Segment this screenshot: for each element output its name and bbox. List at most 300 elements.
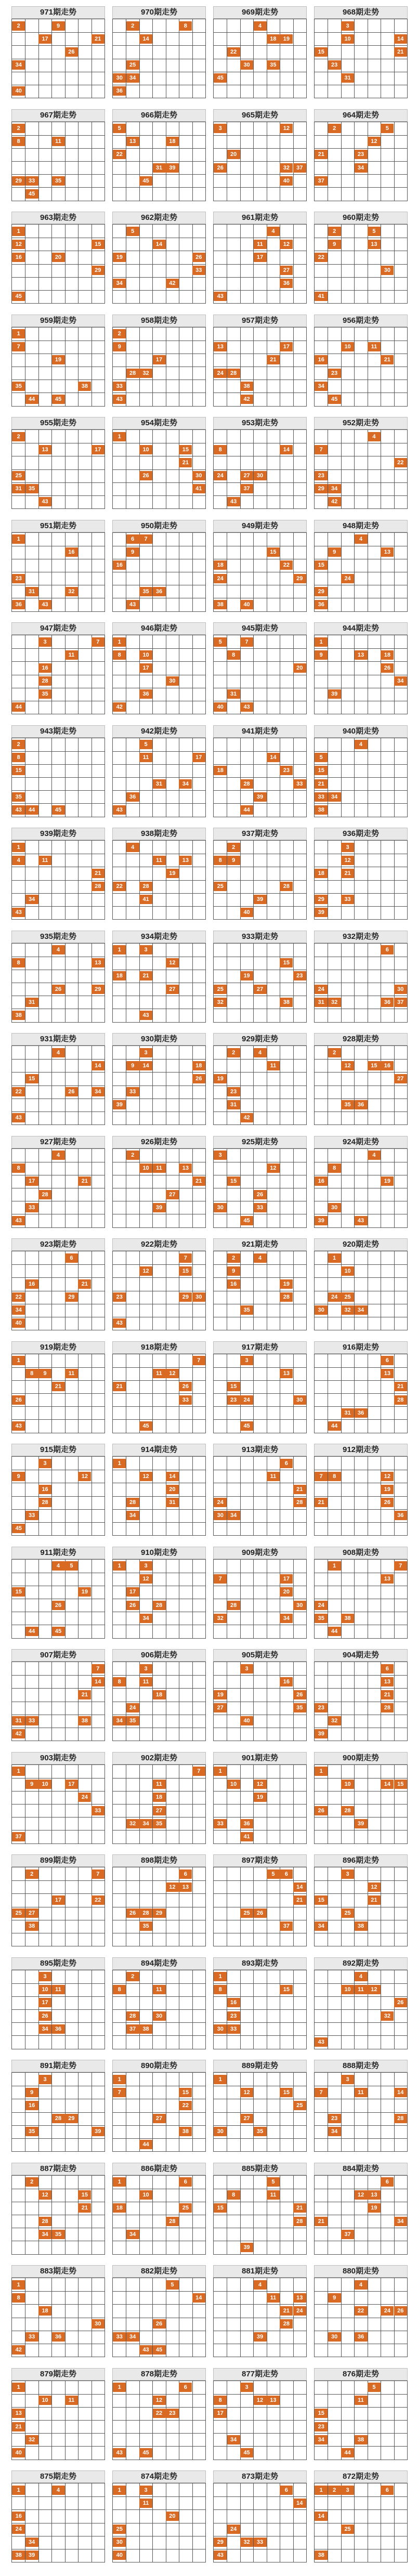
card-title[interactable]: 934期走势 xyxy=(112,931,206,943)
drawn-number: 11 xyxy=(52,1985,65,1994)
trend-card[interactable] xyxy=(112,1957,206,2049)
trend-card[interactable] xyxy=(112,2470,206,2562)
card-title[interactable]: 899期走势 xyxy=(11,1854,105,1867)
trend-card[interactable] xyxy=(314,725,408,817)
drawn-number: 12 xyxy=(280,124,293,133)
card-title[interactable]: 913期走势 xyxy=(213,1444,307,1456)
card-title[interactable]: 873期走势 xyxy=(213,2470,307,2483)
card-title[interactable]: 929期走势 xyxy=(213,1033,307,1045)
card-title[interactable]: 959期走势 xyxy=(11,315,105,327)
card-title[interactable]: 901期走势 xyxy=(213,1752,307,1764)
trend-card[interactable] xyxy=(112,109,206,201)
card-title[interactable]: 915期走势 xyxy=(11,1444,105,1456)
trend-card[interactable] xyxy=(213,828,307,920)
card-title[interactable]: 914期走势 xyxy=(112,1444,206,1456)
card-title[interactable]: 900期走势 xyxy=(314,1752,408,1764)
trend-card[interactable] xyxy=(314,2163,408,2255)
trend-card[interactable] xyxy=(213,315,307,407)
number-board xyxy=(213,2483,307,2562)
trend-card[interactable] xyxy=(112,622,206,714)
trend-card[interactable] xyxy=(11,212,105,304)
grid-line xyxy=(214,2420,306,2421)
card-title[interactable]: 885期走势 xyxy=(213,2163,307,2175)
grid-line xyxy=(12,264,104,265)
card-title[interactable]: 922期走势 xyxy=(112,1238,206,1251)
card-title[interactable]: 947期走势 xyxy=(11,622,105,635)
grid-line xyxy=(315,2496,407,2497)
drawn-number: 1 xyxy=(214,1767,227,1776)
drawn-number: 1 xyxy=(113,1561,126,1571)
trend-card[interactable] xyxy=(213,931,307,1023)
drawn-number: 29 xyxy=(153,1908,166,1918)
trend-card[interactable] xyxy=(11,417,105,509)
drawn-number: 25 xyxy=(214,985,227,994)
drawn-number: 37 xyxy=(315,176,328,186)
grid-line xyxy=(113,2304,205,2305)
card-title[interactable]: 950期走势 xyxy=(112,520,206,532)
trend-card[interactable] xyxy=(112,417,206,509)
card-title[interactable]: 935期走势 xyxy=(11,931,105,943)
trend-card[interactable] xyxy=(112,828,206,920)
trend-card[interactable] xyxy=(11,1854,105,1946)
trend-card[interactable] xyxy=(314,2470,408,2562)
grid-line xyxy=(12,1983,104,1984)
number-board xyxy=(112,2483,206,2562)
drawn-number: 14 xyxy=(293,2499,306,2508)
trend-card[interactable] xyxy=(314,1957,408,2049)
card-title[interactable]: 968期走势 xyxy=(314,6,408,19)
trend-card[interactable] xyxy=(11,2265,105,2357)
trend-card[interactable] xyxy=(11,315,105,407)
drawn-number: 26 xyxy=(381,663,394,673)
trend-card[interactable] xyxy=(213,1752,307,1844)
card-title[interactable]: 930期走势 xyxy=(112,1033,206,1045)
card-title[interactable]: 880期走势 xyxy=(314,2265,408,2278)
trend-card[interactable] xyxy=(213,2470,307,2562)
card-title[interactable]: 874期走势 xyxy=(112,2470,206,2483)
card-title[interactable]: 945期走势 xyxy=(213,622,307,635)
trend-card[interactable] xyxy=(11,2470,105,2562)
drawn-number: 39 xyxy=(254,2332,267,2342)
card-title[interactable]: 887期走势 xyxy=(11,2163,105,2175)
card-title[interactable]: 958期走势 xyxy=(112,315,206,327)
card-title[interactable]: 960期走势 xyxy=(314,212,408,224)
card-title[interactable]: 971期走势 xyxy=(11,6,105,19)
trend-card[interactable] xyxy=(213,520,307,612)
trend-card[interactable] xyxy=(314,2060,408,2152)
trend-card[interactable] xyxy=(11,1752,105,1844)
drawn-number: 45 xyxy=(214,73,227,83)
card-title[interactable]: 951期走势 xyxy=(11,520,105,532)
card-title[interactable]: 903期走势 xyxy=(11,1752,105,1764)
drawn-number: 25 xyxy=(113,2525,126,2534)
card-title[interactable]: 962期走势 xyxy=(112,212,206,224)
card-title[interactable]: 918期走势 xyxy=(112,1341,206,1354)
trend-card[interactable] xyxy=(314,109,408,201)
drawn-number: 38 xyxy=(315,805,328,815)
drawn-number: 30 xyxy=(214,1511,227,1520)
card-title[interactable]: 893期走势 xyxy=(213,1957,307,1970)
trend-card[interactable] xyxy=(213,622,307,714)
drawn-number: 19 xyxy=(78,1587,91,1597)
trend-card[interactable] xyxy=(112,1341,206,1433)
grid-line xyxy=(214,2496,306,2497)
grid-line xyxy=(12,277,104,278)
card-title[interactable]: 927期走势 xyxy=(11,1136,105,1148)
card-title[interactable]: 946期走势 xyxy=(112,622,206,635)
card-title[interactable]: 925期走势 xyxy=(213,1136,307,1148)
trend-card[interactable] xyxy=(213,417,307,509)
number-board xyxy=(112,738,206,817)
card-title[interactable]: 912期走势 xyxy=(314,1444,408,1456)
trend-card[interactable] xyxy=(213,1136,307,1228)
trend-card[interactable] xyxy=(213,1033,307,1125)
grid-line xyxy=(12,1393,104,1394)
trend-card[interactable] xyxy=(314,2265,408,2357)
trend-card[interactable] xyxy=(213,2060,307,2152)
trend-card[interactable] xyxy=(11,1136,105,1228)
grid-line xyxy=(315,1996,407,1997)
trend-card[interactable] xyxy=(112,520,206,612)
trend-card[interactable] xyxy=(314,1752,408,1844)
drawn-number: 11 xyxy=(267,2190,280,2200)
trend-card[interactable] xyxy=(213,1238,307,1330)
trend-card[interactable] xyxy=(11,6,105,98)
card-title[interactable]: 921期走势 xyxy=(213,1238,307,1251)
trend-card[interactable] xyxy=(213,725,307,817)
trend-card[interactable] xyxy=(112,2368,206,2460)
trend-card[interactable] xyxy=(314,1238,408,1330)
drawn-number: 27 xyxy=(280,266,293,275)
trend-card[interactable] xyxy=(11,520,105,612)
card-title[interactable]: 954期走势 xyxy=(112,417,206,429)
trend-card[interactable] xyxy=(213,2368,307,2460)
trend-card[interactable] xyxy=(314,212,408,304)
card-title[interactable]: 941期走势 xyxy=(213,725,307,738)
card-title[interactable]: 967期走势 xyxy=(11,109,105,122)
drawn-number: 42 xyxy=(240,1113,253,1122)
trend-card[interactable] xyxy=(314,1033,408,1125)
grid-line xyxy=(315,906,407,907)
card-title[interactable]: 883期走势 xyxy=(11,2265,105,2278)
card-title[interactable]: 907期走势 xyxy=(11,1649,105,1662)
card-title[interactable]: 896期走势 xyxy=(314,1854,408,1867)
card-title[interactable]: 933期走势 xyxy=(213,931,307,943)
card-title[interactable]: 911期走势 xyxy=(11,1547,105,1559)
drawn-number: 1 xyxy=(12,534,25,544)
grid-line xyxy=(315,1264,407,1265)
drawn-number: 12 xyxy=(240,2088,253,2097)
trend-card[interactable] xyxy=(112,1136,206,1228)
card-title[interactable]: 879期走势 xyxy=(11,2368,105,2381)
card-title[interactable]: 939期走势 xyxy=(11,828,105,840)
trend-card[interactable] xyxy=(11,1547,105,1639)
drawn-number: 15 xyxy=(25,1074,38,1083)
drawn-number: 23 xyxy=(166,2409,179,2418)
drawn-number: 19 xyxy=(368,2203,381,2213)
card-title[interactable]: 917期走势 xyxy=(213,1341,307,1354)
number-board xyxy=(11,1764,105,1844)
trend-card[interactable] xyxy=(112,1649,206,1741)
drawn-number: 3 xyxy=(341,2075,354,2084)
drawn-number: 33 xyxy=(25,176,38,186)
trend-card[interactable] xyxy=(213,109,307,201)
card-title[interactable]: 889期走势 xyxy=(213,2060,307,2072)
card-title[interactable]: 894期走势 xyxy=(112,1957,206,1970)
trend-card[interactable] xyxy=(213,1444,307,1536)
drawn-number: 30 xyxy=(293,1395,306,1405)
grid-line xyxy=(214,1509,306,1510)
drawn-number: 24 xyxy=(78,1793,91,1802)
card-title[interactable]: 904期走势 xyxy=(314,1649,408,1662)
grid-line xyxy=(12,2138,104,2139)
trend-card[interactable] xyxy=(11,725,105,817)
card-title[interactable]: 895期走势 xyxy=(11,1957,105,1970)
trend-card[interactable] xyxy=(112,212,206,304)
card-title[interactable]: 919期走势 xyxy=(11,1341,105,1354)
number-board xyxy=(213,2072,307,2152)
card-title[interactable]: 886期走势 xyxy=(112,2163,206,2175)
card-title[interactable]: 937期走势 xyxy=(213,828,307,840)
drawn-number: 4 xyxy=(368,432,381,441)
trend-card[interactable] xyxy=(11,828,105,920)
trend-card[interactable] xyxy=(112,1033,206,1125)
card-title[interactable]: 905期走势 xyxy=(213,1649,307,1662)
card-title[interactable]: 926期走势 xyxy=(112,1136,206,1148)
drawn-number: 7 xyxy=(214,1574,227,1584)
number-board xyxy=(314,2072,408,2152)
trend-card[interactable] xyxy=(11,1341,105,1433)
card-title[interactable]: 881期走势 xyxy=(213,2265,307,2278)
trend-card[interactable] xyxy=(314,1444,408,1536)
trend-card[interactable] xyxy=(314,417,408,509)
card-title[interactable]: 909期走势 xyxy=(213,1547,307,1559)
drawn-number: 21 xyxy=(341,869,354,878)
card-title[interactable]: 906期走势 xyxy=(112,1649,206,1662)
drawn-number: 21 xyxy=(394,47,407,57)
trend-card[interactable] xyxy=(314,315,408,407)
grid-line xyxy=(214,2125,306,2126)
trend-card[interactable] xyxy=(11,1957,105,2049)
grid-line xyxy=(12,764,104,765)
card-title[interactable]: 942期走势 xyxy=(112,725,206,738)
number-board xyxy=(314,1970,408,2049)
trend-card[interactable] xyxy=(11,1238,105,1330)
card-title[interactable]: 908期走势 xyxy=(314,1547,408,1559)
drawn-number: 12 xyxy=(166,958,179,967)
trend-card[interactable] xyxy=(112,6,206,98)
card-title[interactable]: 957期走势 xyxy=(213,315,307,327)
card-title[interactable]: 963期走势 xyxy=(11,212,105,224)
drawn-number: 34 xyxy=(328,2127,341,2136)
grid-line xyxy=(214,290,306,291)
card-title[interactable]: 890期走势 xyxy=(112,2060,206,2072)
card-title[interactable]: 902期走势 xyxy=(112,1752,206,1764)
drawn-number: 26 xyxy=(192,253,205,262)
card-title[interactable]: 965期走势 xyxy=(213,109,307,122)
trend-card[interactable] xyxy=(213,2163,307,2255)
trend-card[interactable] xyxy=(314,2368,408,2460)
card-title[interactable]: 936期走势 xyxy=(314,828,408,840)
card-title[interactable]: 928期走势 xyxy=(314,1033,408,1045)
drawn-number: 24 xyxy=(227,2525,240,2534)
card-title[interactable]: 923期走势 xyxy=(11,1238,105,1251)
trend-card[interactable] xyxy=(314,1341,408,1433)
trend-card[interactable] xyxy=(314,622,408,714)
trend-card[interactable] xyxy=(112,1752,206,1844)
card-title[interactable]: 916期走势 xyxy=(314,1341,408,1354)
drawn-number: 20 xyxy=(280,1587,293,1597)
drawn-number: 21 xyxy=(381,1690,394,1699)
trend-card[interactable] xyxy=(213,1649,307,1741)
trend-card[interactable] xyxy=(314,520,408,612)
card-title[interactable]: 920期走势 xyxy=(314,1238,408,1251)
trend-card[interactable] xyxy=(11,931,105,1023)
drawn-number: 33 xyxy=(341,895,354,904)
trend-card[interactable] xyxy=(213,6,307,98)
card-title[interactable]: 953期走势 xyxy=(213,417,307,429)
drawn-number: 12 xyxy=(78,1472,91,1481)
card-title[interactable]: 892期走势 xyxy=(314,1957,408,1970)
trend-card[interactable] xyxy=(11,109,105,201)
number-board xyxy=(112,1148,206,1228)
card-title[interactable]: 898期走势 xyxy=(112,1854,206,1867)
trend-card[interactable] xyxy=(213,1854,307,1946)
drawn-number: 1 xyxy=(12,227,25,236)
card-title[interactable]: 940期走势 xyxy=(314,725,408,738)
card-title[interactable]: 938期走势 xyxy=(112,828,206,840)
card-title[interactable]: 956期走势 xyxy=(314,315,408,327)
trend-card[interactable] xyxy=(112,2060,206,2152)
drawn-number: 9 xyxy=(126,1061,139,1070)
trend-card[interactable] xyxy=(314,931,408,1023)
card-title[interactable]: 966期走势 xyxy=(112,109,206,122)
trend-card[interactable] xyxy=(11,622,105,714)
grid-line xyxy=(315,1983,407,1984)
card-title[interactable]: 949期走势 xyxy=(213,520,307,532)
drawn-number: 13 xyxy=(92,958,104,967)
drawn-number: 13 xyxy=(179,1163,192,1173)
card-title[interactable]: 970期走势 xyxy=(112,6,206,19)
grid-line xyxy=(315,469,407,470)
card-title[interactable]: 891期走势 xyxy=(11,2060,105,2072)
grid-line xyxy=(315,2433,407,2434)
grid-line xyxy=(214,1880,306,1881)
grid-line xyxy=(214,161,306,162)
number-board xyxy=(314,2278,408,2357)
trend-card[interactable] xyxy=(11,2368,105,2460)
number-board xyxy=(314,1148,408,1228)
number-board xyxy=(112,19,206,98)
trend-card[interactable] xyxy=(112,1547,206,1639)
card-title[interactable]: 932期走势 xyxy=(314,931,408,943)
trend-card[interactable] xyxy=(112,725,206,817)
card-title[interactable]: 952期走势 xyxy=(314,417,408,429)
trend-card[interactable] xyxy=(112,1444,206,1536)
drawn-number: 1 xyxy=(113,1459,126,1468)
card-title[interactable]: 878期走势 xyxy=(112,2368,206,2381)
card-title[interactable]: 876期走势 xyxy=(314,2368,408,2381)
card-title[interactable]: 884期走势 xyxy=(314,2163,408,2175)
drawn-number: 34 xyxy=(12,1305,25,1315)
trend-card[interactable] xyxy=(314,6,408,98)
card-title[interactable]: 955期走势 xyxy=(11,417,105,429)
drawn-number: 24 xyxy=(126,1703,139,1712)
drawn-number: 34 xyxy=(355,1305,368,1315)
trend-card[interactable] xyxy=(11,2060,105,2152)
grid-line xyxy=(113,790,205,791)
trend-card[interactable] xyxy=(112,1238,206,1330)
card-title[interactable]: 875期走势 xyxy=(11,2470,105,2483)
trend-card[interactable] xyxy=(314,1136,408,1228)
trend-card[interactable] xyxy=(314,1649,408,1741)
trend-card[interactable] xyxy=(112,1854,206,1946)
card-title[interactable]: 964期走势 xyxy=(314,109,408,122)
card-title[interactable]: 877期走势 xyxy=(213,2368,307,2381)
card-title[interactable]: 882期走势 xyxy=(112,2265,206,2278)
trend-card[interactable] xyxy=(11,1444,105,1536)
card-title[interactable]: 961期走势 xyxy=(213,212,307,224)
card-title[interactable]: 969期走势 xyxy=(213,6,307,19)
trend-card[interactable] xyxy=(11,1033,105,1125)
trend-card[interactable] xyxy=(213,2265,307,2357)
trend-card[interactable] xyxy=(11,1649,105,1741)
card-title[interactable]: 910期走势 xyxy=(112,1547,206,1559)
drawn-number: 43 xyxy=(227,497,240,506)
trend-card[interactable] xyxy=(213,1547,307,1639)
trend-card[interactable] xyxy=(112,2163,206,2255)
card-title[interactable]: 948期走势 xyxy=(314,520,408,532)
trend-card[interactable] xyxy=(314,828,408,920)
drawn-number: 28 xyxy=(381,1703,394,1712)
card-title[interactable]: 924期走势 xyxy=(314,1136,408,1148)
card-title[interactable]: 943期走势 xyxy=(11,725,105,738)
trend-card[interactable] xyxy=(314,1547,408,1639)
number-board xyxy=(314,635,408,714)
trend-card[interactable] xyxy=(11,2163,105,2255)
grid-line xyxy=(315,1496,407,1497)
card-title[interactable]: 944期走势 xyxy=(314,622,408,635)
drawn-number: 3 xyxy=(341,1869,354,1879)
number-board xyxy=(11,1148,105,1228)
drawn-number: 15 xyxy=(315,766,328,775)
drawn-number: 13 xyxy=(355,650,368,660)
trend-card[interactable] xyxy=(213,1341,307,1433)
drawn-number: 18 xyxy=(315,869,328,878)
card-title[interactable]: 897期走势 xyxy=(213,1854,307,1867)
card-title[interactable]: 931期走势 xyxy=(11,1033,105,1045)
drawn-number: 45 xyxy=(240,1216,253,1225)
grid-line xyxy=(12,1791,104,1792)
trend-card[interactable] xyxy=(112,931,206,1023)
grid-line xyxy=(12,1893,104,1894)
trend-card[interactable] xyxy=(112,2265,206,2357)
number-board xyxy=(213,532,307,612)
drawn-number: 17 xyxy=(38,1998,51,2007)
trend-card[interactable] xyxy=(112,315,206,407)
drawn-number: 40 xyxy=(12,2448,25,2457)
drawn-number: 27 xyxy=(25,1908,38,1918)
card-title[interactable]: 888期走势 xyxy=(314,2060,408,2072)
drawn-number: 45 xyxy=(240,2448,253,2457)
grid-line xyxy=(12,2446,104,2447)
trend-card[interactable] xyxy=(213,1957,307,2049)
drawn-number: 34 xyxy=(25,2538,38,2547)
trend-card[interactable] xyxy=(314,1854,408,1946)
trend-card[interactable] xyxy=(213,212,307,304)
card-title[interactable]: 872期走势 xyxy=(314,2470,408,2483)
drawn-number: 7 xyxy=(92,1664,104,1673)
